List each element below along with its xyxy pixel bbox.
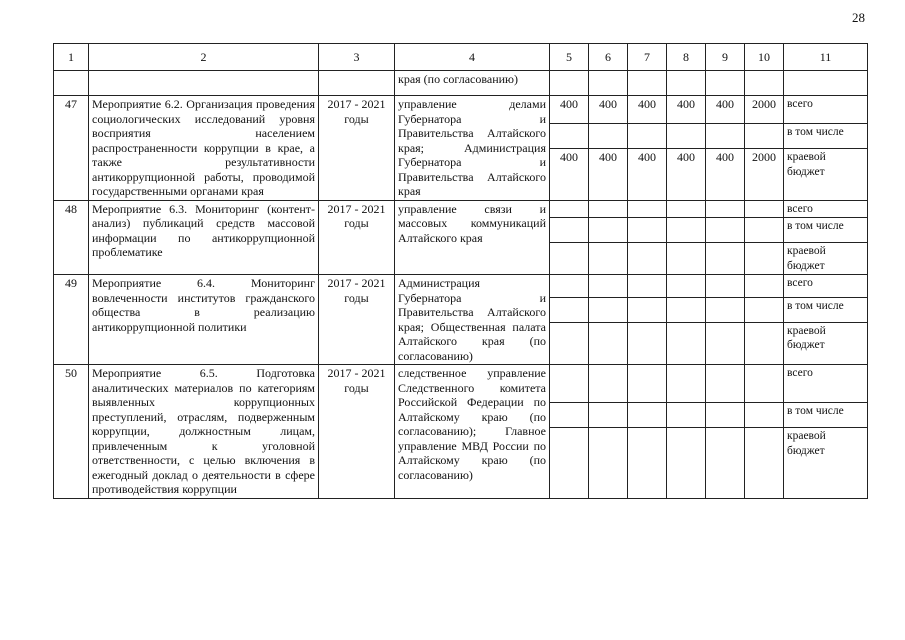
activity-cell: Мероприятие 6.4. Мониторинг вовлеченности институтов гражданского общества в реализацию антикоррупционной политики	[89, 275, 319, 365]
value-total-cell	[745, 365, 784, 403]
value-regional-cell	[745, 243, 784, 275]
activity-cell: Мероприятие 6.2. Организация проведения социологических исследований уровня восприятия населением распространенности коррупции в крае, а также результативности антикоррупционной работы, проводимой государственными органами края	[89, 96, 319, 201]
cell-empty	[667, 218, 706, 243]
cell-empty	[589, 403, 628, 428]
cell-empty	[550, 124, 589, 149]
cell-empty	[706, 297, 745, 322]
executor-cell: Администрация Губернатора и Правительства Алтайского края; Общественная палата Алтайского края (по согласованию)	[395, 275, 550, 365]
cell-empty	[706, 403, 745, 428]
value-total-cell	[589, 365, 628, 403]
program-table	[53, 43, 868, 499]
cell-empty	[89, 71, 319, 96]
cell-empty	[628, 403, 667, 428]
value-total-cell: 400	[706, 96, 745, 124]
value-regional-cell	[706, 428, 745, 498]
value-total-cell	[745, 200, 784, 218]
cell-empty	[745, 218, 784, 243]
value-regional-cell	[589, 322, 628, 364]
value-regional-cell: 400	[706, 149, 745, 200]
column-header: 11	[784, 44, 868, 71]
value-regional-cell	[706, 322, 745, 364]
row-number: 50	[54, 365, 89, 499]
value-total-cell	[550, 275, 589, 298]
column-header: 5	[550, 44, 589, 71]
column-header: 10	[745, 44, 784, 71]
cell-empty	[550, 71, 589, 96]
activity-cell: Мероприятие 6.5. Подготовка аналитических материалов по категориям выявленных коррупционных преступлений, отраслям, подверженным коррупции, должностным лицам, привлеченным к уголовной ответственности, с целью включения в ежегодный доклад о деятельности в сфере противодействия коррупции	[89, 365, 319, 499]
value-regional-cell	[667, 428, 706, 498]
value-regional-cell	[667, 322, 706, 364]
column-header: 8	[667, 44, 706, 71]
label-including: в том числе	[784, 297, 868, 322]
cell-empty	[589, 71, 628, 96]
value-regional-cell: 400	[667, 149, 706, 200]
value-regional-cell	[628, 243, 667, 275]
value-total-cell	[628, 200, 667, 218]
value-total-cell	[550, 200, 589, 218]
value-regional-cell	[550, 322, 589, 364]
cell-empty	[54, 71, 89, 96]
cell-empty	[745, 403, 784, 428]
column-header: 6	[589, 44, 628, 71]
cell-empty	[745, 124, 784, 149]
executor-cell: края (по согласованию)	[395, 71, 550, 96]
label-total: всего	[784, 275, 868, 298]
cell-empty	[706, 218, 745, 243]
value-regional-cell: 400	[628, 149, 667, 200]
table-row	[54, 275, 868, 298]
value-regional-cell	[706, 243, 745, 275]
value-regional-cell	[589, 243, 628, 275]
label-regional: краевой бюджет	[784, 322, 868, 364]
cell-empty	[589, 218, 628, 243]
years-cell: 2017 - 2021 годы	[319, 275, 395, 365]
cell-empty	[550, 218, 589, 243]
value-total-cell: 2000	[745, 96, 784, 124]
value-regional-cell	[628, 322, 667, 364]
value-total-cell	[628, 275, 667, 298]
row-number: 49	[54, 275, 89, 365]
continuation-row	[54, 71, 868, 96]
cell-empty	[784, 71, 868, 96]
value-regional-cell	[745, 428, 784, 498]
label-regional: краевой бюджет	[784, 149, 868, 200]
value-total-cell	[589, 275, 628, 298]
value-total-cell	[589, 200, 628, 218]
column-header: 4	[395, 44, 550, 71]
column-header: 1	[54, 44, 89, 71]
column-header: 3	[319, 44, 395, 71]
value-total-cell	[706, 275, 745, 298]
value-total-cell	[706, 200, 745, 218]
cell-empty	[628, 124, 667, 149]
value-total-cell	[667, 365, 706, 403]
label-including: в том числе	[784, 124, 868, 149]
label-regional: краевой бюджет	[784, 243, 868, 275]
cell-empty	[550, 403, 589, 428]
cell-empty	[706, 71, 745, 96]
cell-empty	[589, 297, 628, 322]
cell-empty	[628, 297, 667, 322]
label-total: всего	[784, 200, 868, 218]
years-cell: 2017 - 2021 годы	[319, 365, 395, 499]
executor-cell: управление делами Губернатора и Правительства Алтайского края; Администрация Губернатора и Правительства Алтайского края	[395, 96, 550, 201]
row-number: 47	[54, 96, 89, 201]
value-total-cell	[706, 365, 745, 403]
cell-empty	[667, 124, 706, 149]
value-regional-cell	[550, 428, 589, 498]
value-total-cell	[550, 365, 589, 403]
value-regional-cell: 2000	[745, 149, 784, 200]
row-number: 48	[54, 200, 89, 275]
activity-cell: Мероприятие 6.3. Мониторинг (контент-анализ) публикаций средств массовой информации по антикоррупционной проблематике	[89, 200, 319, 275]
page-number: 28	[852, 10, 865, 25]
value-total-cell: 400	[667, 96, 706, 124]
label-including: в том числе	[784, 218, 868, 243]
value-regional-cell: 400	[550, 149, 589, 200]
value-regional-cell	[628, 428, 667, 498]
value-regional-cell	[745, 322, 784, 364]
value-regional-cell: 400	[589, 149, 628, 200]
value-total-cell: 400	[589, 96, 628, 124]
cell-empty	[667, 403, 706, 428]
value-regional-cell	[550, 243, 589, 275]
table-row	[54, 96, 868, 124]
cell-empty	[667, 71, 706, 96]
value-total-cell	[667, 275, 706, 298]
executor-cell: управление связи и массовых коммуникаций Алтайского края	[395, 200, 550, 275]
value-regional-cell	[589, 428, 628, 498]
label-including: в том числе	[784, 403, 868, 428]
header-row	[54, 44, 868, 71]
label-regional: краевой бюджет	[784, 428, 868, 498]
value-total-cell	[667, 200, 706, 218]
executor-cell: следственное управление Следственного комитета Российской Федерации по Алтайскому краю (по согласованию); Главное управление МВД России по Алтайскому краю (по согласованию)	[395, 365, 550, 499]
value-total-cell: 400	[550, 96, 589, 124]
table-row	[54, 365, 868, 403]
column-header: 2	[89, 44, 319, 71]
value-regional-cell	[667, 243, 706, 275]
cell-empty	[667, 297, 706, 322]
years-cell: 2017 - 2021 годы	[319, 96, 395, 201]
value-total-cell: 400	[628, 96, 667, 124]
cell-empty	[745, 297, 784, 322]
cell-empty	[589, 124, 628, 149]
table-row	[54, 200, 868, 218]
value-total-cell	[628, 365, 667, 403]
label-total: всего	[784, 96, 868, 124]
label-total: всего	[784, 365, 868, 403]
cell-empty	[628, 218, 667, 243]
value-total-cell	[745, 275, 784, 298]
cell-empty	[319, 71, 395, 96]
cell-empty	[550, 297, 589, 322]
cell-empty	[628, 71, 667, 96]
years-cell: 2017 - 2021 годы	[319, 200, 395, 275]
column-header: 9	[706, 44, 745, 71]
cell-empty	[706, 124, 745, 149]
column-header: 7	[628, 44, 667, 71]
cell-empty	[745, 71, 784, 96]
